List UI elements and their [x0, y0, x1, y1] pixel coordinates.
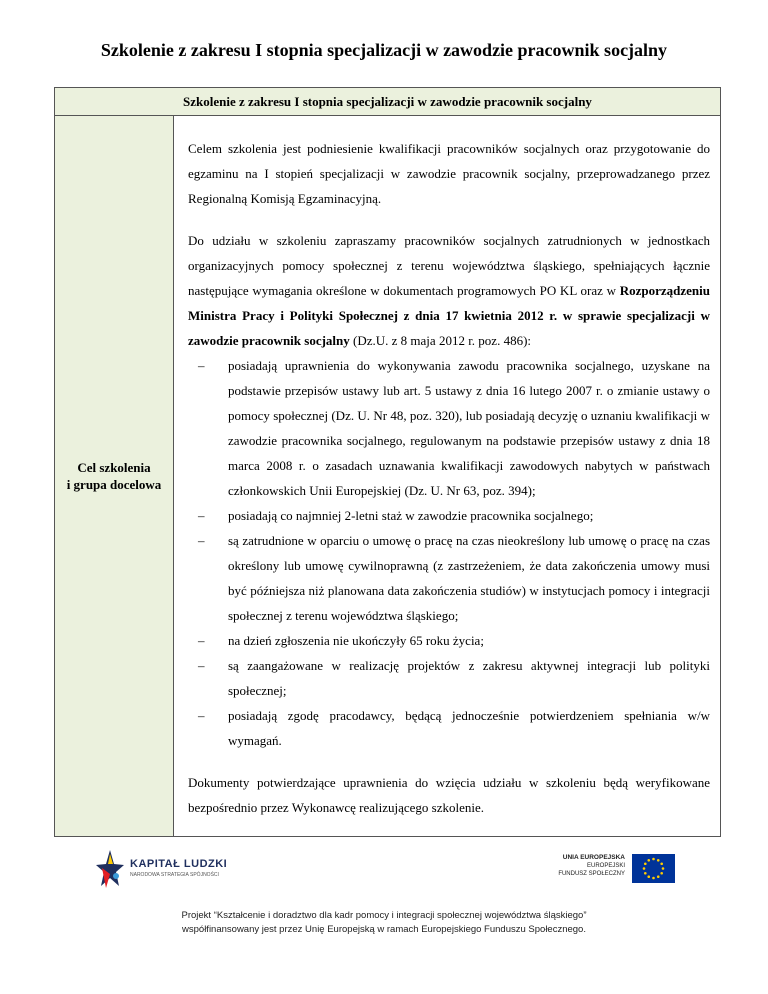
regulation-reference: Rozporządzeniu Ministra Pracy i Polityki Społecznej z dnia 17 kwietnia 2012 r. w sprawie specjalizacji w zawodzie pracownik socjalny [188, 283, 710, 348]
row-content-cell [174, 116, 720, 836]
eligibility-paragraph: Do udziału w szkoleniu zapraszamy pracowników socjalnych zatrudnionych w jednostkach organizacyjnych pomocy społecznej z terenu województwa śląskiego, spełniających łącznie następujące wymagania określone w dokumentach programowych PO KL oraz w Rozporządzeniu Ministra Pracy i Polityki Społecznej z dnia 17 kwietnia 2012 r. w sprawie specjalizacji w zawodzie pracownik socjalny (Dz.U. z 8 maja 2012 r. poz. 486): [188, 233, 710, 348]
list-item: – są zaangażowane w realizację projektów z zakresu aktywnej integracji lub polityki społecznej; [198, 658, 710, 698]
row-label-line1: Cel szkolenia [77, 460, 151, 475]
footer [0, 909, 768, 937]
eu-logo [535, 852, 675, 892]
eu-logo-text: UNIA EUROPEJSKA EUROPEJSKI FUNDUSZ SPOŁECZNY [558, 854, 625, 877]
logo-bar [0, 848, 768, 898]
list-item: – posiadają uprawnienia do wykonywania zawodu pracownika socjalnego, uzyskane na podstawie przepisów ustawy lub art. 5 ustawy z dnia 16 lutego 2007 r. o zmianie ustawy o pomocy społecznej (Dz. U. Nr 48, poz. 320), lub posiadają decyzję o uznaniu kwalifikacji w zawodzie pracownika socjalnego, regulowanym na podstawie przepisów ustawy z dnia 18 marca 2008 r. o zasadach uznawania kwalifikacji zawodowych nabytych w państwach członkowskich Unii Europejskiej (Dz. U. Nr 63, poz. 394); [198, 358, 710, 498]
info-table [54, 87, 721, 837]
footer-line2: współfinansowany jest przez Unię Europejską w ramach Europejskiego Funduszu Społecznego. [182, 924, 586, 935]
eu-flag-icon [632, 854, 675, 883]
footer-line1: Projekt “Kształcenie i doradztwo dla kadr pomocy i integracji społecznej województwa śląskiego” [181, 910, 587, 921]
list-item: – posiadają zgodę pracodawcy, będącą jednocześnie potwierdzeniem spełniania w/w wymagań. [198, 708, 710, 748]
verification-paragraph: Dokumenty potwierdzające uprawnienia do wzięcia udziału w szkoleniu będą weryfikowane bezpośrednio przez Wykonawcę realizującego szkolenie. [188, 775, 710, 815]
table-header: Szkolenie z zakresu I stopnia specjalizacji w zawodzie pracownik socjalny [55, 88, 720, 116]
kapital-ludzki-name: KAPITAŁ LUDZKI [130, 858, 228, 870]
goal-paragraph: Celem szkolenia jest podniesienie kwalifikacji pracowników socjalnych oraz przygotowanie do egzaminu na I stopień specjalizacji w zawodzie pracownik socjalny, przeprowadzanego przez Regionalną Komisją Egzaminacyjną. [188, 141, 710, 206]
table-row [55, 116, 720, 836]
kapital-ludzki-logo [96, 848, 246, 896]
list-item: – na dzień zgłoszenia nie ukończyły 65 roku życia; [198, 633, 484, 648]
kapital-ludzki-star-icon [96, 850, 124, 890]
row-label-cell [55, 116, 174, 836]
requirements-list [188, 353, 710, 753]
list-item: – są zatrudnione w oparciu o umowę o pracę na czas nieokreślony lub umowę o pracę na czas określony lub umowę cywilnoprawną (z zastrzeżeniem, że data zakończenia umowy musi być późniejsza niż planowana data zakończenia studiów) w instytucjach pomocy i integracji społecznej z terenu województwa śląskiego; [198, 533, 710, 623]
row-label-line2: i grupa docelowa [66, 477, 162, 492]
list-item: – posiadają co najmniej 2-letni staż w zawodzie pracownika socjalnego; [198, 508, 594, 523]
page-title: Szkolenie z zakresu I stopnia specjalizacji w zawodzie pracownik socjalny [100, 40, 668, 60]
kapital-ludzki-subtitle: NARODOWA STRATEGIA SPÓJNOŚCI [130, 872, 219, 878]
